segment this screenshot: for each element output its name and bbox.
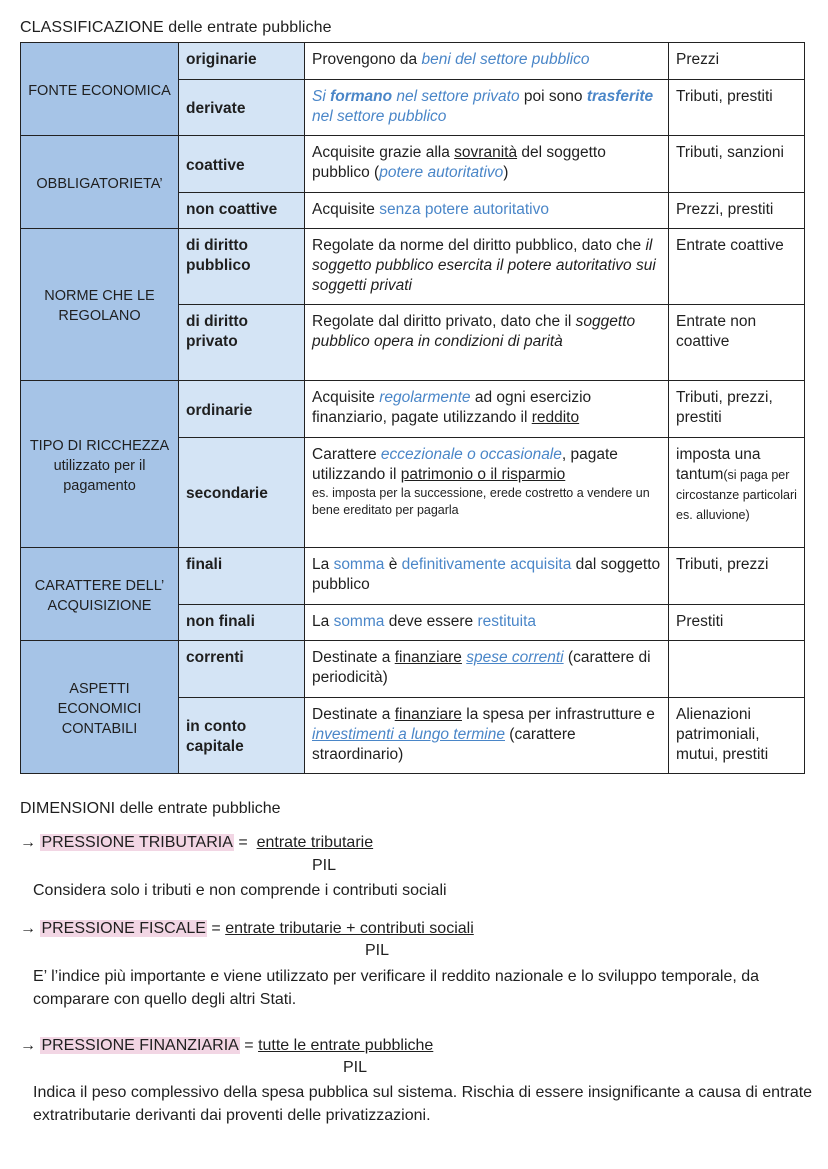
description-cell: Acquisite grazie alla sovranità del soggetto pubblico (potere autoritativo) [305, 136, 669, 193]
table-row [21, 43, 805, 80]
subcategory-ordinarie: ordinarie [179, 381, 305, 438]
table-row [21, 381, 805, 438]
description-cell: Destinate a finanziare la spesa per infrastrutture e investimenti a lungo termine (carattere straordinario) [305, 698, 669, 774]
example-cell [669, 641, 805, 698]
denominator: PIL [365, 942, 390, 959]
subcategory-correnti: correnti [179, 641, 305, 698]
subcategory-non-coattive: non coattive [179, 193, 305, 229]
category-norme: NORME CHE LE REGOLANO [21, 229, 179, 381]
description-cell: La somma è definitivamente acquisita dal soggetto pubblico [305, 548, 669, 605]
description-cell: Acquisite regolarmente ad ogni esercizio finanziario, pagate utilizzando il reddito [305, 381, 669, 438]
subcategory-originarie: originarie [179, 43, 305, 80]
pressione-tributaria-label: PRESSIONE TRIBUTARIA [41, 834, 233, 851]
page-title: CLASSIFICAZIONE delle entrate pubbliche [20, 19, 332, 36]
description-cell: Destinate a finanziare spese correnti (carattere di periodicità) [305, 641, 669, 698]
description-cell: Carattere eccezionale o occasionale, pagate utilizzando il patrimonio o il risparmio es. imposta per la successione, erede costretto a vendere un bene ereditato per pagarla [305, 438, 669, 548]
arrow-icon: → [20, 834, 36, 851]
formula-pressione-tributaria: → PRESSIONE TRIBUTARIA = entrate tributarie [20, 834, 374, 851]
subcategory-coattive: coattive [179, 136, 305, 193]
table-row [21, 548, 805, 605]
subcategory-derivate: derivate [179, 80, 305, 136]
example-cell: Entrate non coattive [669, 305, 805, 381]
example-cell: Entrate coattive [669, 229, 805, 305]
classification-table [20, 42, 805, 774]
formula-pressione-fiscale: → PRESSIONE FISCALE = entrate tributarie + contributi sociali [20, 920, 474, 937]
example-cell: Alienazioni patrimoniali, mutui, prestiti [669, 698, 805, 774]
example-cell: Tributi, prestiti [669, 80, 805, 136]
example-cell: Tributi, prezzi, prestiti [669, 381, 805, 438]
formula-pressione-finanziaria: → PRESSIONE FINANZIARIA = tutte le entrate pubbliche [20, 1037, 434, 1054]
example-cell: Tributi, prezzi [669, 548, 805, 605]
example-cell: Prezzi [669, 43, 805, 80]
description-cell: Si formano nel settore privato poi sono trasferite nel settore pubblico [305, 80, 669, 136]
arrow-icon: → [20, 1037, 36, 1054]
subcategory-diritto-privato: di diritto privato [179, 305, 305, 381]
subcategory-in-conto-capitale: in conto capitale [179, 698, 305, 774]
section-title-dimensioni: DIMENSIONI delle entrate pubbliche [20, 800, 281, 817]
description-cell: Acquisite senza potere autoritativo [305, 193, 669, 229]
description-paragraph: Indica il peso complessivo della spesa pubblica sul sistema. Rischia di essere insignificante a causa di entrate extratributarie derivanti dai proventi delle privatizzazioni. [33, 1084, 813, 1124]
numerator: entrate tributarie [256, 834, 374, 851]
arrow-icon: → [20, 920, 36, 937]
example-cell: Prestiti [669, 605, 805, 641]
table-row [21, 136, 805, 193]
table-row [21, 229, 805, 305]
category-aspetti-economici: ASPETTI ECONOMICI CONTABILI [21, 641, 179, 774]
description-cell: Regolate da norme del diritto pubblico, dato che il soggetto pubblico esercita il potere autoritativo sui soggetti privati [305, 229, 669, 305]
category-tipo-ricchezza: TIPO DI RICCHEZZA utilizzato per il pagamento [21, 381, 179, 548]
category-carattere-acquisizione: CARATTERE DELL’ ACQUISIZIONE [21, 548, 179, 641]
example-cell: imposta una tantum(si paga per circostanze particolari es. alluvione) [669, 438, 805, 548]
subcategory-non-finali: non finali [179, 605, 305, 641]
denominator: PIL [312, 857, 337, 874]
numerator: tutte le entrate pubbliche [258, 1037, 434, 1054]
pressione-fiscale-label: PRESSIONE FISCALE [41, 920, 206, 937]
example-cell: Tributi, sanzioni [669, 136, 805, 193]
subcategory-secondarie: secondarie [179, 438, 305, 548]
description-paragraph: Considera solo i tributi e non comprende i contributi sociali [33, 882, 447, 899]
description-cell: Provengono da beni del settore pubblico [305, 43, 669, 80]
numerator: entrate tributarie + contributi sociali [225, 920, 474, 937]
example-cell: Prezzi, prestiti [669, 193, 805, 229]
pressione-finanziaria-label: PRESSIONE FINANZIARIA [41, 1037, 239, 1054]
denominator: PIL [343, 1059, 368, 1076]
subcategory-diritto-pubblico: di diritto pubblico [179, 229, 305, 305]
subcategory-finali: finali [179, 548, 305, 605]
description-cell: Regolate dal diritto privato, dato che il soggetto pubblico opera in condizioni di parità [305, 305, 669, 381]
category-fonte-economica: FONTE ECONOMICA [21, 43, 179, 136]
category-obbligatorieta: OBBLIGATORIETA’ [21, 136, 179, 229]
description-paragraph: E’ l’indice più importante e viene utilizzato per verificare il reddito nazionale e lo sviluppo temporale, da comparare con quello degli altri Stati. [33, 968, 760, 1008]
table-row [21, 641, 805, 698]
description-cell: La somma deve essere restituita [305, 605, 669, 641]
